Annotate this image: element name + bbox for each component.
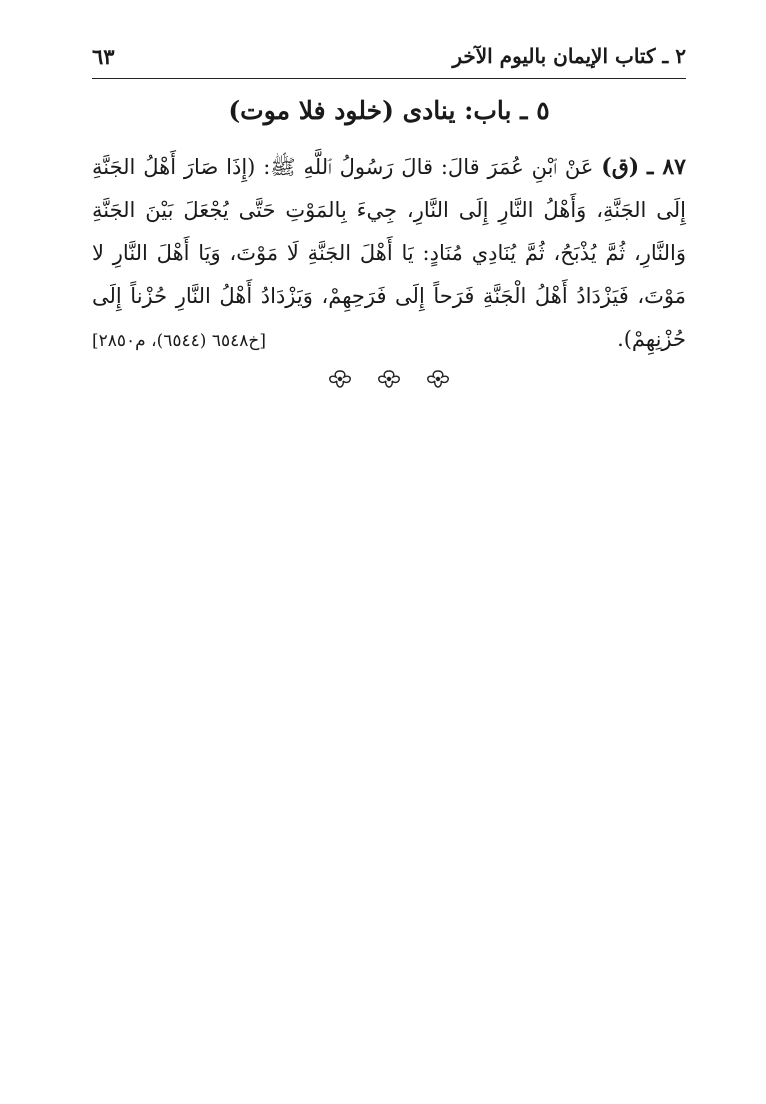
hadith-marker: (ق)	[601, 154, 640, 180]
hadith-paragraph	[92, 146, 686, 363]
section-ornaments	[92, 368, 686, 389]
hadith-text: عَنْ ٱبْنِ عُمَرَ قالَ: قالَ رَسُولُ ٱللَّهِ ﷺ: (إِذَا صَارَ أَهْلُ الجَنَّةِ إِلَى الجَنَّةِ، وَأَهْلُ النَّارِ إِلَى النَّارِ، جِيءَ بِالمَوْتِ حَتَّى يُجْعَلَ بَيْنَ الجَنَّةِ وَالنَّارِ، ثُمَّ يُذْبَحُ، ثُمَّ يُنَادِي مُنَادٍ: يَا أَهْلَ الجَنَّةِ لَا مَوْتَ، وَيَا أَهْلَ النَّارِ لا مَوْتَ، فَيَزْدَادُ أَهْلُ الْجَنَّةِ فَرَحاً إِلَى فَرَحِهِمْ، وَيَزْدَادُ أَهْلُ النَّارِ حُزْناً إِلَى حُزْنِهِمْ).	[92, 155, 686, 351]
fleuron-icon	[327, 369, 353, 389]
hadith-reference: [خ٦٥٤٨ (٦٥٤٤)، م٢٨٥٠]	[92, 331, 266, 351]
fleuron-icon	[425, 369, 451, 389]
chapter-heading: ٥ ـ باب: ينادى (خلود فلا موت)	[228, 96, 550, 125]
page-number: ٦٣	[92, 44, 115, 69]
header-title: ٢ ـ كتاب الإيمان باليوم الآخر	[452, 44, 686, 68]
fleuron-icon	[376, 369, 402, 389]
hadith-number: ٨٧ ـ	[647, 154, 686, 180]
running-header	[92, 38, 686, 79]
